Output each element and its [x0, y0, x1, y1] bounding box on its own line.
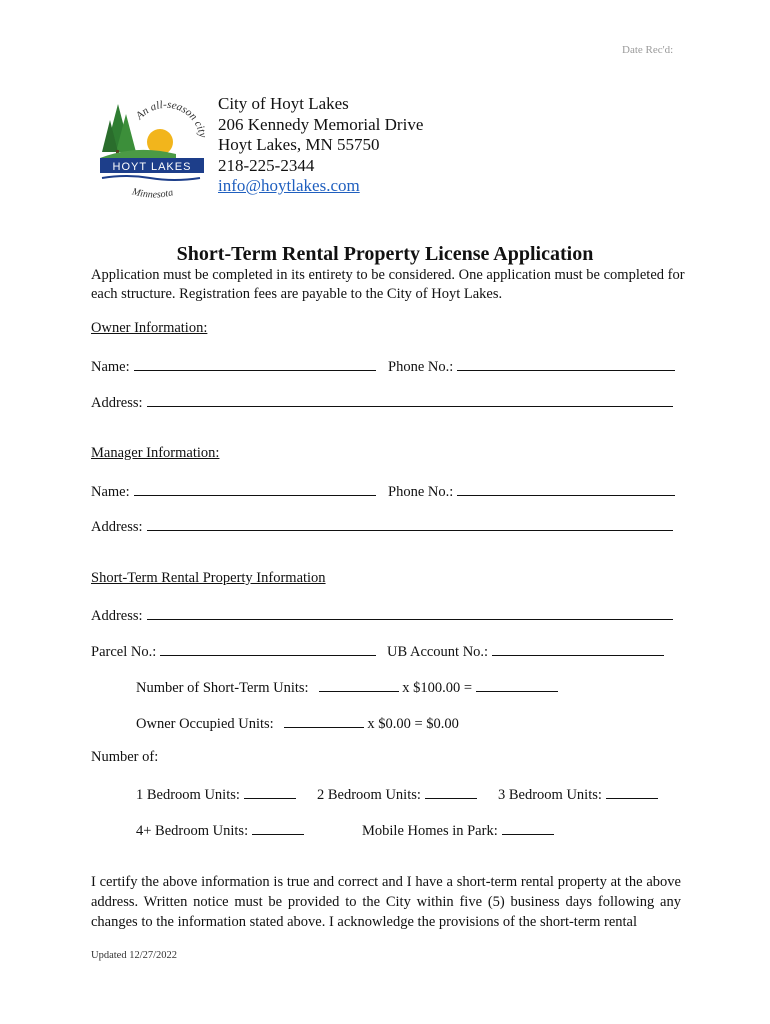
owner-address-field[interactable]	[91, 392, 673, 412]
owner-phone-field[interactable]	[388, 356, 675, 376]
city-logo	[96, 100, 208, 200]
ub-account-line[interactable]	[492, 641, 664, 656]
date-received-label: Date Rec'd:	[622, 44, 674, 56]
ub-account-label: UB Account No.:	[387, 644, 489, 660]
mobile-homes-field[interactable]	[362, 820, 554, 840]
owner-name-field[interactable]	[91, 356, 376, 376]
logo-bottom-text: Minnesota	[130, 186, 175, 200]
mobile-homes-line[interactable]	[502, 820, 554, 835]
bedroom3-line[interactable]	[606, 784, 658, 799]
city-state-zip: Hoyt Lakes, MN 55750	[218, 135, 380, 154]
short-term-units-field[interactable]	[136, 677, 558, 697]
manager-address-line[interactable]	[147, 516, 673, 531]
owner-occupied-field[interactable]	[136, 713, 459, 733]
bedroom2-line[interactable]	[425, 784, 477, 799]
manager-address-field[interactable]	[91, 516, 673, 536]
manager-phone-line[interactable]	[457, 481, 675, 496]
owner-address-line[interactable]	[147, 392, 673, 407]
logo-banner-text: HOYT LAKES	[112, 161, 192, 173]
logo-top-text: An all-season city	[133, 100, 208, 139]
short-term-units-label: Number of Short-Term Units:	[136, 680, 309, 696]
hoyt-lakes-logo-icon	[96, 100, 208, 200]
owner-phone-label: Phone No.:	[388, 359, 454, 375]
bedroom4plus-field[interactable]	[136, 820, 304, 840]
owner-name-line[interactable]	[134, 356, 376, 371]
property-address-line[interactable]	[147, 605, 673, 620]
bedroom2-field[interactable]	[317, 784, 477, 804]
mobile-homes-label: Mobile Homes in Park:	[362, 823, 498, 839]
city-name: City of Hoyt Lakes	[218, 94, 349, 113]
bedroom3-label: 3 Bedroom Units:	[498, 787, 602, 803]
street-address: 206 Kennedy Memorial Drive	[218, 114, 424, 134]
manager-address-label: Address:	[91, 519, 143, 535]
short-term-units-line[interactable]	[319, 677, 399, 692]
bedroom1-field[interactable]	[136, 784, 296, 804]
manager-name-label: Name:	[91, 484, 130, 500]
manager-name-field[interactable]	[91, 481, 376, 501]
page-title: Short-Term Rental Property License Application	[176, 243, 594, 265]
owner-occupied-label: Owner Occupied Units:	[136, 716, 274, 732]
certification-text: I certify the above information is true and correct and I have a short-term rental property at the above address. Written notice must be provided to the City within five (5) business days following any changes to the information stated above. I acknowledge the provisions of the short-term rental	[91, 874, 681, 930]
number-of-label: Number of:	[91, 749, 159, 765]
property-address-field[interactable]	[91, 605, 673, 625]
bedroom4plus-label: 4+ Bedroom Units:	[136, 823, 249, 839]
email-link[interactable]: info@hoytlakes.com	[218, 176, 360, 195]
property-heading: Short-Term Rental Property Information	[91, 570, 326, 586]
svg-text:Minnesota	[130, 186, 174, 200]
short-term-units-fee: x $100.00 =	[402, 680, 472, 696]
owner-heading: Owner Information:	[91, 320, 208, 336]
bedroom1-line[interactable]	[244, 784, 296, 799]
bedroom4plus-line[interactable]	[252, 820, 304, 835]
bedroom3-field[interactable]	[498, 784, 658, 804]
parcel-label: Parcel No.:	[91, 644, 157, 660]
bedroom1-label: 1 Bedroom Units:	[136, 787, 240, 803]
owner-phone-line[interactable]	[457, 356, 675, 371]
city-address-block	[218, 94, 423, 197]
property-address-label: Address:	[91, 608, 143, 624]
updated-date: Updated 12/27/2022	[91, 950, 178, 961]
svg-text:An all-season city	[133, 100, 208, 139]
intro-text: Application must be completed in its entirety to be considered. One application must be completed for each structure. Registration fees are payable to the City of Hoyt Lakes.	[91, 267, 685, 302]
owner-address-label: Address:	[91, 395, 143, 411]
owner-occupied-fee: x $0.00 = $0.00	[367, 716, 459, 732]
parcel-line[interactable]	[160, 641, 376, 656]
manager-phone-label: Phone No.:	[388, 484, 454, 500]
short-term-units-total-line[interactable]	[476, 677, 558, 692]
owner-name-label: Name:	[91, 359, 130, 375]
parcel-field[interactable]	[91, 641, 376, 661]
manager-name-line[interactable]	[134, 481, 376, 496]
owner-occupied-line[interactable]	[284, 713, 364, 728]
ub-account-field[interactable]	[387, 641, 664, 661]
manager-phone-field[interactable]	[388, 481, 675, 501]
phone-number: 218-225-2344	[218, 155, 315, 175]
bedroom2-label: 2 Bedroom Units:	[317, 787, 421, 803]
manager-heading: Manager Information:	[91, 445, 220, 461]
